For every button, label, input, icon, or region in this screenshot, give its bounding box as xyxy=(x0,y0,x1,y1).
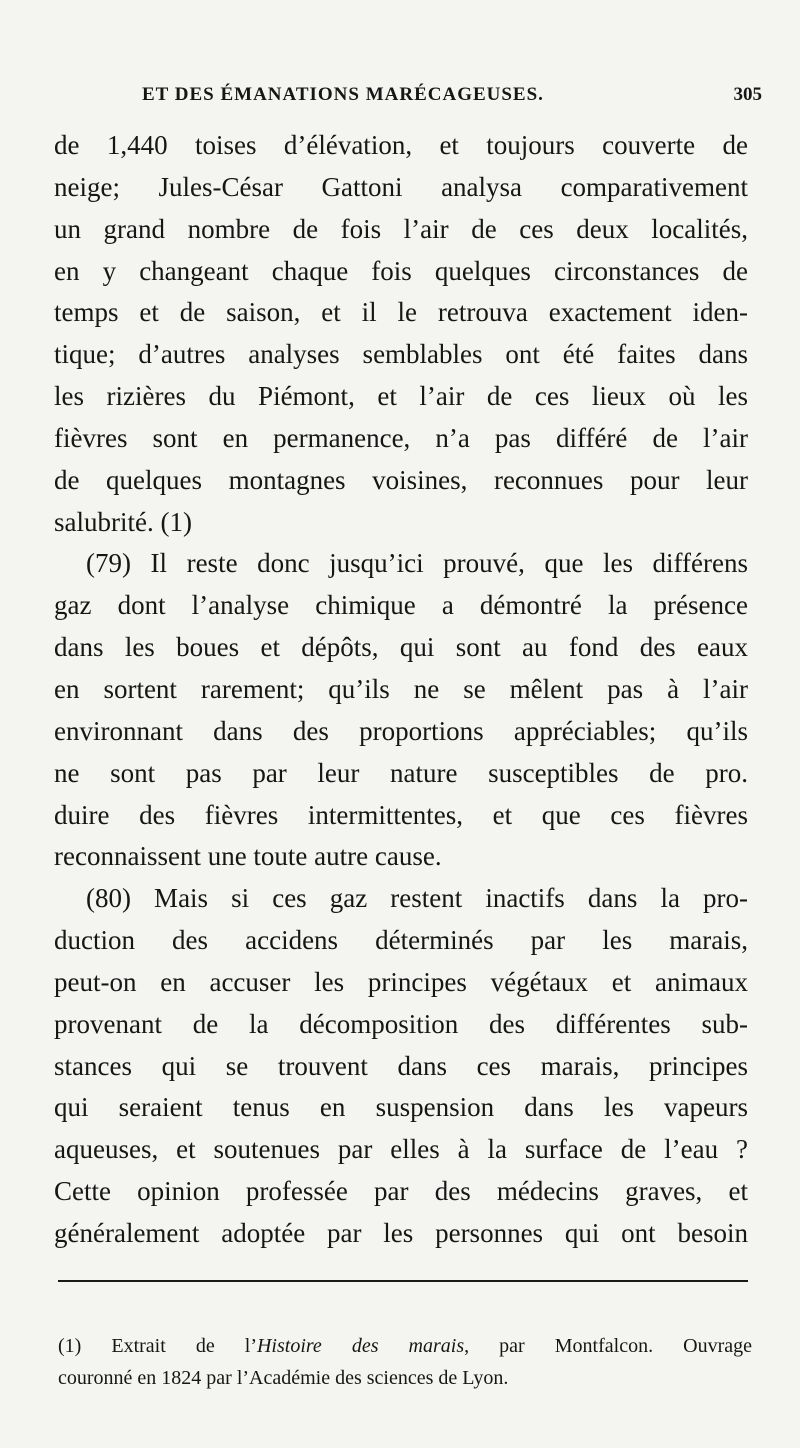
running-head-title: ET DES ÉMANATIONS MARÉCAGEUSES. xyxy=(142,84,544,105)
text-line: un grand nombre de fois l’air de ces deux localités, xyxy=(54,213,748,244)
body-text xyxy=(54,125,748,1255)
text-line: ne sont pas par leur nature susceptibles de pro. xyxy=(54,757,748,788)
text-line: dans les boues et dépôts, qui sont au fond des eaux xyxy=(54,632,748,663)
text-line: Cette opinion professée par des médecins graves, et xyxy=(54,1176,748,1207)
text-line: aqueuses, et soutenues par elles à la surface de l’eau ? xyxy=(54,1134,748,1165)
paragraph-79-start: (79) Il reste donc jusqu’ici prouvé, que les différens xyxy=(86,548,748,579)
text-line: de 1,440 toises d’élévation, et toujours couverte de xyxy=(54,130,748,160)
text-line: généralement adoptée par les personnes qui ont besoin xyxy=(54,1217,748,1248)
text-line: neige; Jules-César Gattoni analysa comparativement xyxy=(54,171,748,202)
text-line: fièvres sont en permanence, n’a pas différé de l’air xyxy=(54,422,748,453)
footnote-marker: (1) Extrait de l’ xyxy=(58,1335,257,1357)
text-line: environnant dans des proportions appréciables; qu’ils xyxy=(54,715,748,746)
text-line: gaz dont l’analyse chimique a démontré la présence xyxy=(54,590,748,621)
text-line: de quelques montagnes voisines, reconnues pour leur xyxy=(54,464,748,495)
text-line: peut-on en accuser les principes végétaux et animaux xyxy=(54,966,748,997)
footnote-line-1 xyxy=(58,1330,752,1362)
text-line: duire des fièvres intermittentes, et que ces fièvres xyxy=(54,799,748,830)
text-line: provenant de la décomposition des différentes sub- xyxy=(54,1008,748,1039)
text-line: temps et de saison, et il le retrouva exactement iden- xyxy=(54,297,748,328)
footnote-line-2: couronné en 1824 par l’Académie des sciences de Lyon. xyxy=(58,1367,509,1389)
text-line: stances qui se trouvent dans ces marais, principes xyxy=(54,1050,748,1081)
footnote xyxy=(58,1330,752,1394)
text-line: les rizières du Piémont, et l’air de ces lieux où les xyxy=(54,381,748,412)
text-line: tique; d’autres analyses semblables ont été faites dans xyxy=(54,339,748,370)
text-line: qui seraient tenus en suspension dans les vapeurs xyxy=(54,1092,748,1123)
running-head xyxy=(142,84,772,114)
page-number: 305 xyxy=(733,84,762,105)
paragraph-80-start: (80) Mais si ces gaz restent inactifs dans la pro- xyxy=(86,883,748,914)
text-line: en y changeant chaque fois quelques circonstances de xyxy=(54,255,748,286)
footnote-rule xyxy=(58,1280,748,1282)
text-line: salubrité. (1) xyxy=(54,506,192,537)
text-line: reconnaissent une toute autre cause. xyxy=(54,841,442,872)
text-line: duction des accidens déterminés par les marais, xyxy=(54,925,748,956)
text-line: en sortent rarement; qu’ils ne se mêlent pas à l’air xyxy=(54,673,748,704)
footnote-line-1-rest: , par Montfalcon. Ouvrage xyxy=(464,1335,752,1357)
footnote-cited-title: Histoire des marais xyxy=(256,1335,465,1357)
